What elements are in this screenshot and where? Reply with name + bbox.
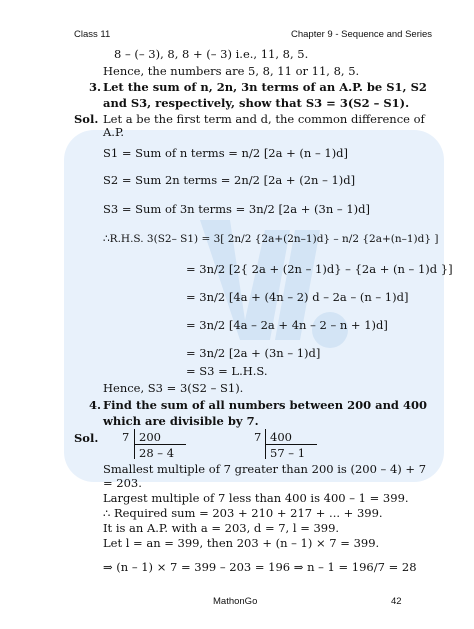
text-line: Largest multiple of 7 less than 400 is 400 – 1 = 399.	[103, 491, 409, 505]
solution-label: Sol.	[74, 431, 99, 445]
division-line	[134, 444, 186, 445]
division-divisor: 7	[254, 430, 262, 444]
text-line: It is an A.P. with a = 203, d = 7, l = 399.	[103, 521, 340, 535]
equation-step: = 3n/2 [2{ 2a + (2n – 1)d} – {2a + (n – 1)d }]	[186, 262, 453, 276]
equation-step: = 3n/2 [2a + (3n – 1)d]	[186, 346, 321, 360]
equation-step: = 3n/2 [4a – 2a + 4n – 2 – n + 1)d]	[186, 318, 388, 332]
text-line: 8 – (– 3), 8, 8 + (– 3) i.e., 11, 8, 5.	[114, 47, 309, 61]
equation-step: = S3 = L.H.S.	[186, 364, 268, 378]
header-class-label: Class 11	[74, 29, 111, 40]
text-line: ⇒ (n – 1) × 7 = 399 – 203 = 196 ⇒ n – 1 = 196/7 = 28	[103, 560, 417, 574]
division-dividend: 200	[139, 430, 161, 444]
header-chapter-title: Chapter 9 - Sequence and Series	[291, 29, 433, 40]
division-divisor: 7	[122, 430, 130, 444]
text-line: Hence, S3 = 3(S2 – S1).	[103, 381, 244, 395]
division-line	[265, 444, 317, 445]
equation-s1: S1 = Sum of n terms = n/2 [2a + (n – 1)d]	[103, 146, 349, 160]
question-text: Let the sum of n, 2n, 3n terms of an A.P. be S1, S2	[103, 80, 427, 94]
text-line: ∴ Required sum = 203 + 210 + 217 + ... + 399.	[103, 506, 383, 520]
text-line: A.P.	[103, 125, 125, 139]
text-line: Hence, the numbers are 5, 8, 11 or 11, 8, 5.	[103, 64, 360, 78]
question-text: which are divisible by 7.	[103, 414, 259, 428]
division-result: 28 – 4	[139, 446, 175, 460]
division-result: 57 – 1	[270, 446, 306, 460]
text-line: Let a be the first term and d, the common difference of	[103, 112, 425, 126]
text-line: Smallest multiple of 7 greater than 200 is (200 – 4) + 7	[103, 462, 427, 476]
text-line: Let l = an = 399, then 203 + (n – 1) × 7 = 399.	[103, 536, 380, 550]
page-number: 42	[391, 596, 402, 607]
text-line: = 203.	[103, 476, 142, 490]
question-number: 3.	[89, 80, 102, 94]
equation-rhs: ∴R.H.S. 3(S2– S1) = 3[ 2n/2 {2a+(2n–1)d} – n/2 {2a+(n–1)d} ]	[103, 233, 439, 245]
equation-step: = 3n/2 [4a + (4n – 2) d – 2a – (n – 1)d]	[186, 290, 409, 304]
footer-brand: MathonGo	[213, 596, 258, 607]
solution-label: Sol.	[74, 112, 99, 126]
question-number: 4.	[89, 398, 102, 412]
question-text: and S3, respectively, show that S3 = 3(S2 – S1).	[103, 96, 410, 110]
watermark-logo-icon	[190, 200, 360, 370]
equation-s3: S3 = Sum of 3n terms = 3n/2 [2a + (3n – 1)d]	[103, 202, 370, 216]
question-text: Find the sum of all numbers between 200 and 400	[103, 398, 427, 412]
division-dividend: 400	[270, 430, 292, 444]
equation-s2: S2 = Sum 2n terms = 2n/2 [2a + (2n – 1)d]	[103, 173, 356, 187]
